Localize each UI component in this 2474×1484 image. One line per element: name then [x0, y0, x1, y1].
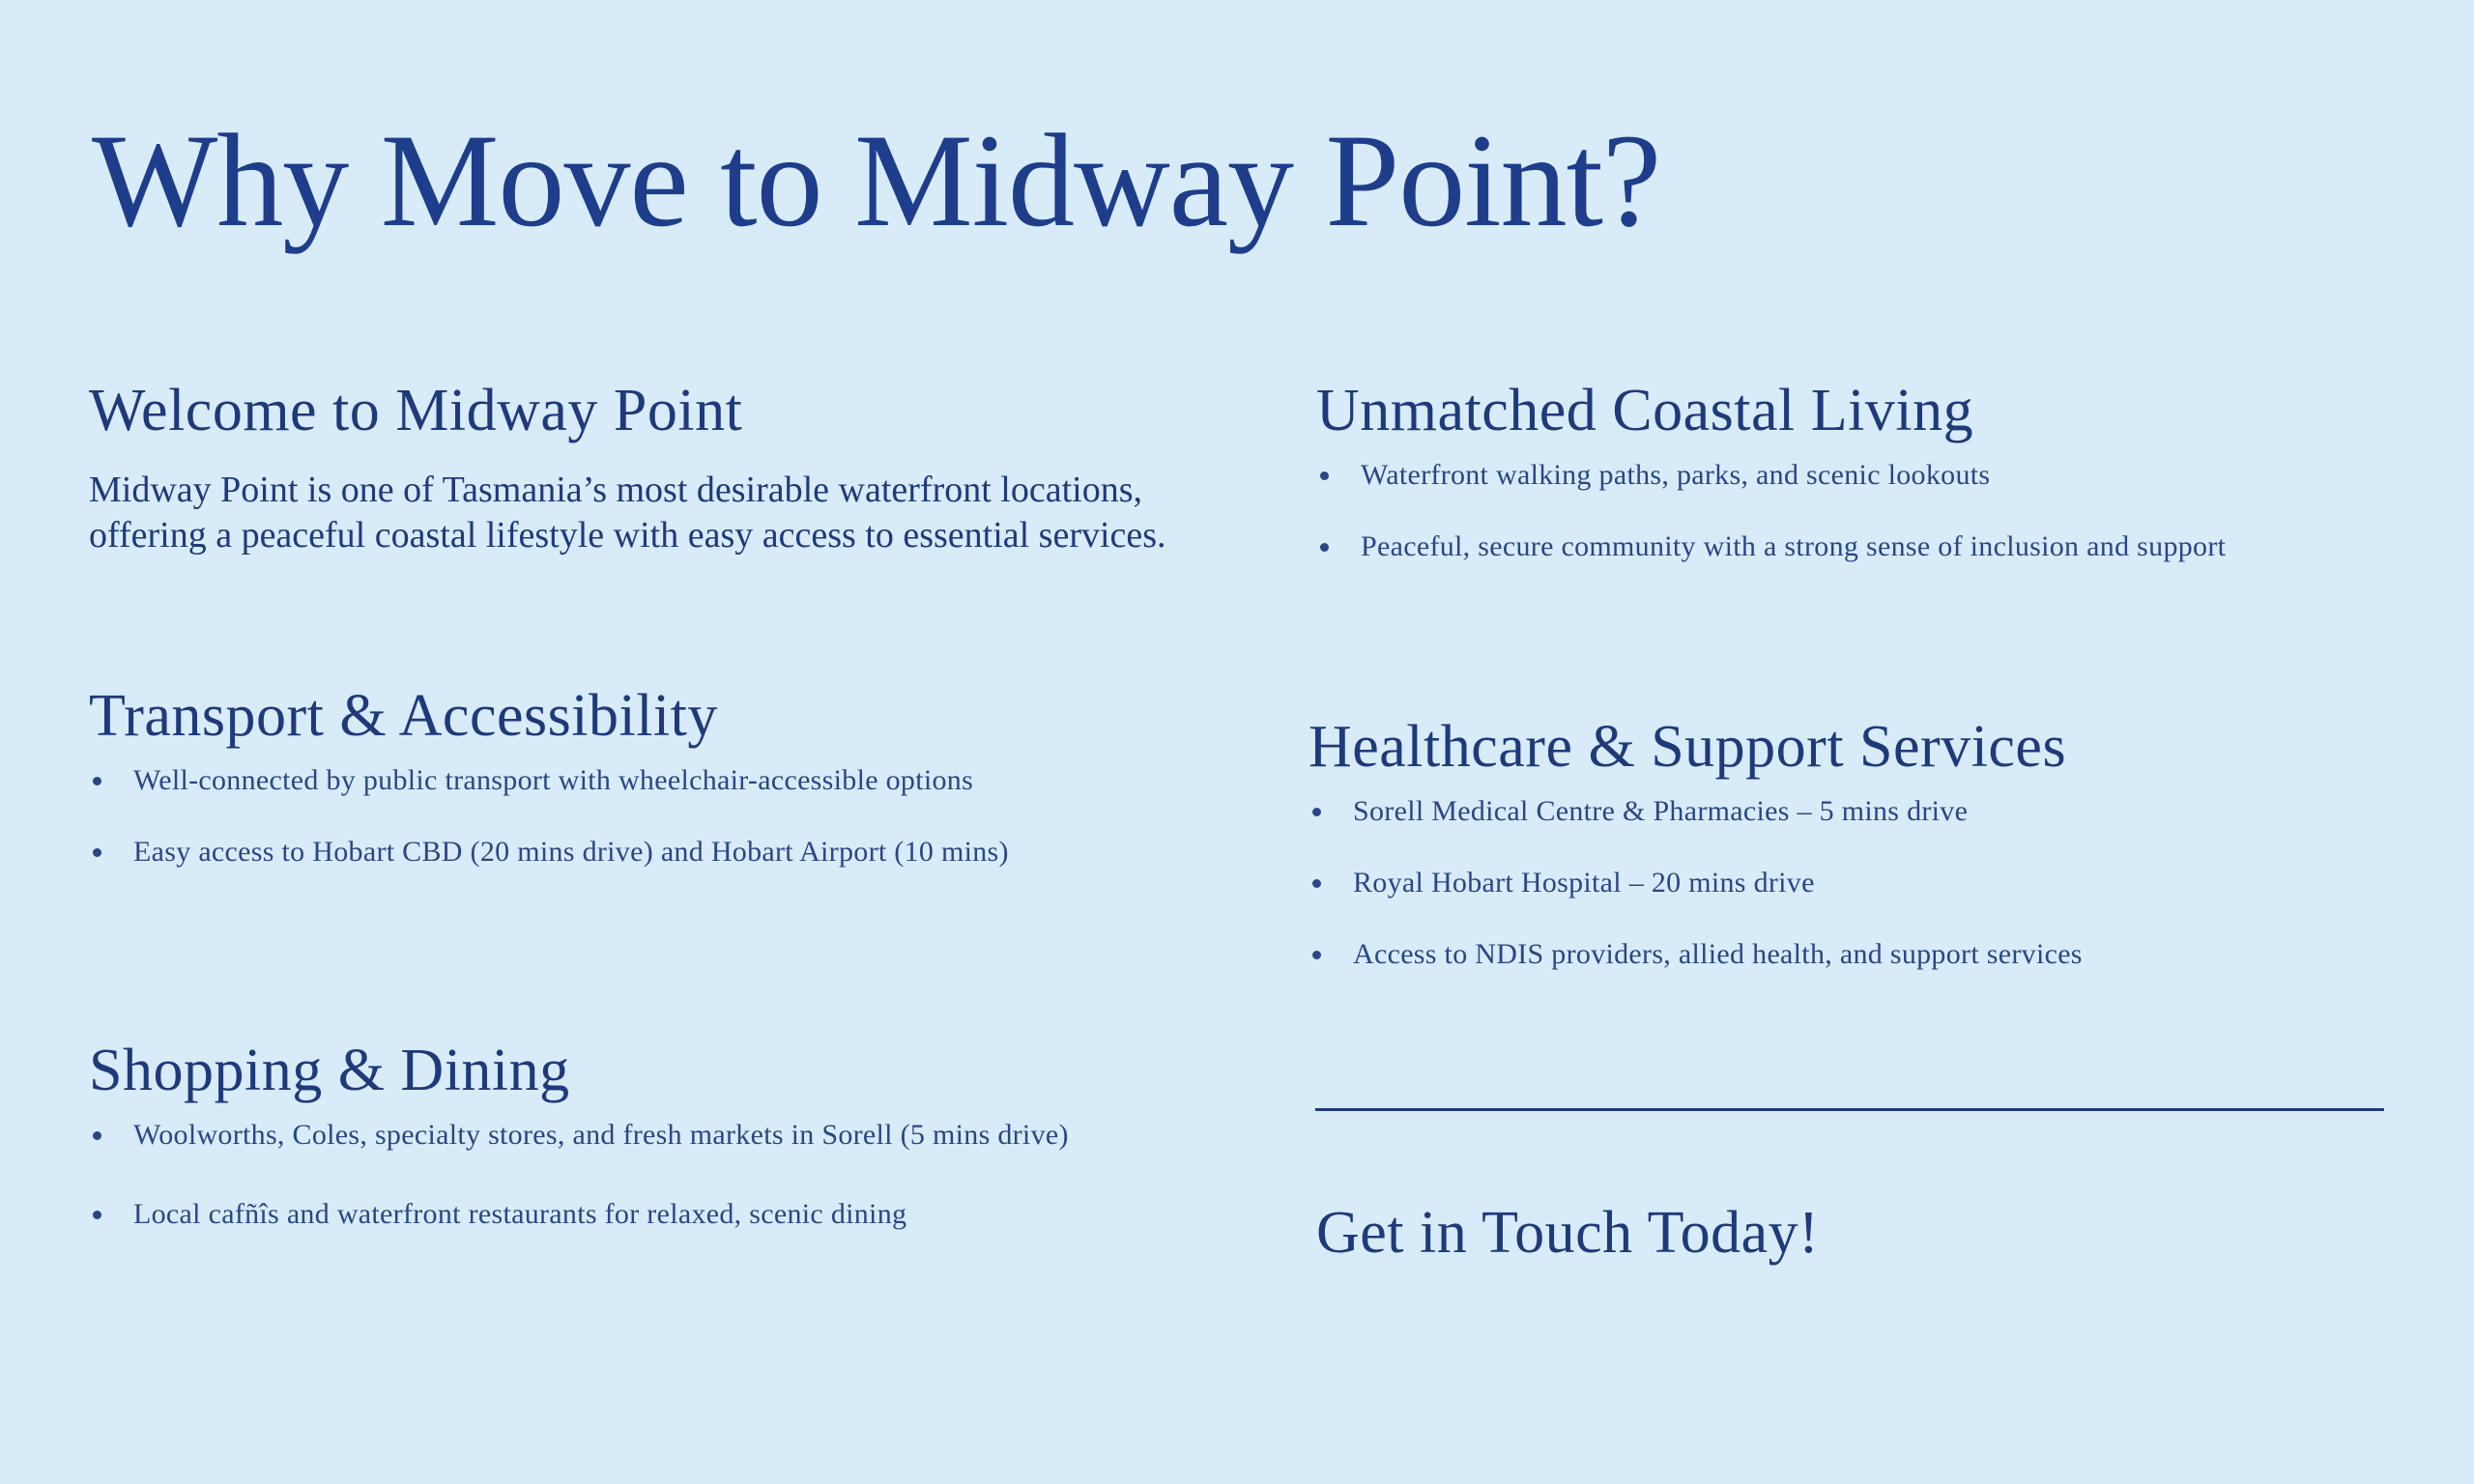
transport-heading: Transport & Accessibility [89, 683, 718, 749]
bullet-icon [1320, 543, 1329, 552]
healthcare-list [1309, 794, 2083, 972]
welcome-heading: Welcome to Midway Point [89, 378, 743, 443]
bullet-icon [1312, 951, 1321, 959]
contact-heading: Get in Touch Today! [1316, 1200, 1820, 1266]
healthcare-heading: Healthcare & Support Services [1309, 714, 2067, 780]
coastal-list [1316, 458, 2226, 564]
list-item: Waterfront walking paths, parks, and scenic lookouts [1316, 458, 2226, 493]
page-title: Why Move to Midway Point? [92, 106, 1661, 254]
welcome-body: Midway Point is one of Tasmania’s most desirable waterfront locations, offering a peaceful coastal lifestyle with easy access to essential services. [89, 470, 1166, 556]
welcome-section [89, 378, 1258, 558]
list-item: Royal Hobart Hospital – 20 mins drive [1309, 866, 2083, 900]
shopping-section [89, 1038, 1069, 1232]
coastal-section [1316, 378, 2227, 564]
shopping-list [89, 1118, 1069, 1232]
list-item: Well-connected by public transport with wheelchair-accessible options [89, 763, 1009, 798]
section-divider [1315, 1108, 2384, 1111]
bullet-icon [93, 848, 101, 857]
shopping-heading: Shopping & Dining [89, 1038, 570, 1103]
transport-section [89, 683, 1009, 870]
bullet-icon [1312, 879, 1321, 888]
list-item: Woolworths, Coles, specialty stores, and fresh markets in Sorell (5 mins drive) [89, 1118, 1069, 1153]
list-item: Easy access to Hobart CBD (20 mins drive) and Hobart Airport (10 mins) [89, 835, 1009, 870]
bullet-icon [93, 1131, 101, 1140]
list-item: Sorell Medical Centre & Pharmacies – 5 mins drive [1309, 794, 2083, 829]
bullet-icon [93, 1211, 101, 1219]
bullet-icon [93, 777, 101, 785]
healthcare-section [1309, 714, 2083, 972]
bullet-icon [1312, 808, 1321, 816]
contact-section [1316, 1200, 1820, 1266]
list-item: Peaceful, secure community with a strong sense of inclusion and support [1316, 529, 2226, 564]
list-item: Local cafñîs and waterfront restaurants for relaxed, scenic dining [89, 1197, 1069, 1232]
transport-list [89, 763, 1009, 870]
list-item: Access to NDIS providers, allied health, and support services [1309, 937, 2083, 972]
coastal-heading: Unmatched Coastal Living [1316, 378, 1974, 443]
bullet-icon [1320, 471, 1329, 480]
